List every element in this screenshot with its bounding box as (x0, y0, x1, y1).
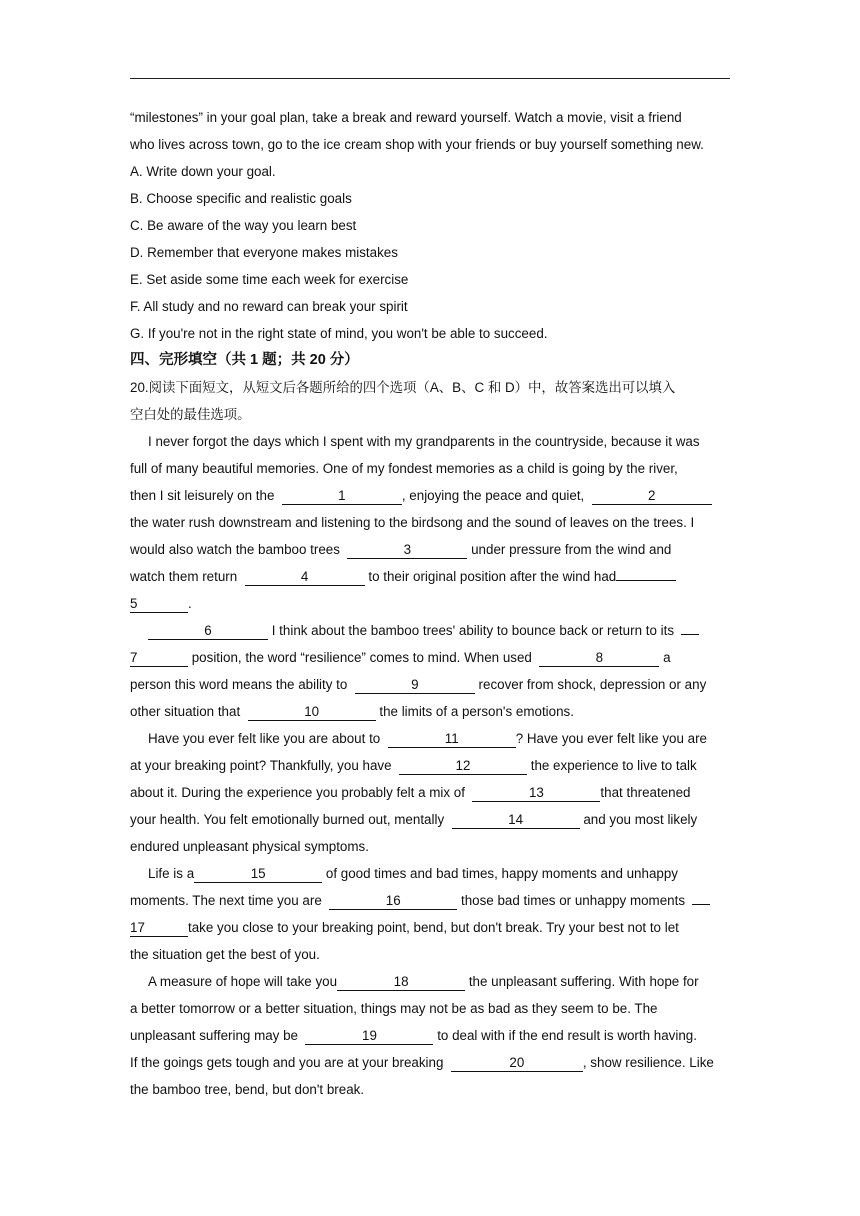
section-title: 四、完形填空（共 1 题；共 20 分） (130, 352, 359, 368)
passage-text: recover from shock, depression or any (478, 677, 707, 692)
passage-line (130, 590, 730, 617)
option-a: A. Write down your goal. (130, 164, 276, 179)
passage-text: those bad times or unhappy moments (460, 893, 686, 908)
passage-line: I never forgot the days which I spent with my grandparents in the countryside, because it was (148, 434, 700, 449)
header-rule (130, 78, 730, 79)
passage-text: person this word means the ability to (130, 677, 348, 692)
passage-text: of good times and bad times, happy moments and unhappy (325, 866, 678, 881)
passage-text: position, the word “resilience” comes to mind. When used (191, 650, 532, 665)
passage-line: a better tomorrow or a better situation, things may not be as bad as they seem to be. The (130, 1001, 658, 1016)
passage-text: ? Have you ever felt like you are (515, 731, 707, 746)
passage-line: the water rush downstream and listening to the birdsong and the sound of leaves on the trees. I (130, 515, 695, 530)
blank-2[interactable]: 2 (592, 488, 712, 505)
blank-14[interactable]: 14 (452, 812, 580, 829)
passage-line (130, 860, 730, 887)
blank-4[interactable]: 4 (245, 569, 365, 586)
passage-text: moments. The next time you are (130, 893, 322, 908)
passage-line (130, 725, 730, 752)
blank-13[interactable]: 13 (472, 785, 600, 802)
passage-line (130, 752, 730, 779)
passage-line (130, 698, 730, 725)
passage-line (130, 536, 730, 563)
passage-text: at your breaking point? Thankfully, you have (130, 758, 392, 773)
passage-text: watch them return (130, 569, 238, 584)
blank-7[interactable]: 7 (130, 650, 188, 667)
passage-text: I think about the bamboo trees' ability to bounce back or return to its (271, 623, 675, 638)
passage-line: the situation get the best of you. (130, 947, 320, 962)
passage-line (130, 968, 730, 995)
passage-text: to their original position after the wind had (368, 569, 617, 584)
blank-8[interactable]: 8 (539, 650, 659, 667)
passage-text: to deal with if the end result is worth having. (437, 1028, 697, 1043)
passage-line (130, 1049, 730, 1076)
passage-text: about it. During the experience you probably felt a mix of (130, 785, 465, 800)
passage-text: would also watch the bamboo trees (130, 542, 340, 557)
blank-7-start[interactable] (681, 618, 699, 635)
page-content (130, 104, 730, 1103)
passage-text: Life is a (148, 866, 195, 881)
passage-text: the unpleasant suffering. With hope for (468, 974, 699, 989)
passage-line (130, 644, 730, 671)
blank-17[interactable]: 17 (130, 920, 188, 937)
blank-3[interactable]: 3 (347, 542, 467, 559)
passage-line (130, 563, 730, 590)
question-instruction: 20.阅读下面短文，从短文后各题所给的四个选项（A、B、C 和 D）中，故答案选出可以填入 (130, 380, 676, 395)
passage-text: . (188, 596, 192, 611)
blank-19[interactable]: 19 (305, 1028, 433, 1045)
passage-line: endured unpleasant physical symptoms. (130, 839, 369, 854)
passage-text: and you most likely (583, 812, 698, 827)
passage-text: , enjoying the peace and quiet, (401, 488, 585, 503)
passage-line (130, 887, 730, 914)
passage-text: under pressure from the wind and (471, 542, 672, 557)
passage-line (130, 914, 730, 941)
prev-passage-line: “milestones” in your goal plan, take a break and reward yourself. Watch a movie, visit a friend (130, 110, 682, 125)
passage-text: A measure of hope will take you (148, 974, 338, 989)
passage-line (130, 617, 730, 644)
option-d: D. Remember that everyone makes mistakes (130, 245, 398, 260)
option-e: E. Set aside some time each week for exercise (130, 272, 409, 287)
passage-text: , show resilience. Like (582, 1055, 714, 1070)
passage-text: then I sit leisurely on the (130, 488, 275, 503)
blank-11[interactable]: 11 (388, 731, 516, 748)
blank-5-start[interactable] (616, 564, 676, 581)
question-instruction: 空白处的最佳选项。 (130, 407, 251, 422)
passage-text: unpleasant suffering may be (130, 1028, 298, 1043)
blank-6[interactable]: 6 (148, 623, 268, 640)
passage-text: If the goings gets tough and you are at your breaking (130, 1055, 444, 1070)
blank-5[interactable]: 5 (130, 596, 188, 613)
blank-12[interactable]: 12 (399, 758, 527, 775)
blank-10[interactable]: 10 (248, 704, 376, 721)
blank-15[interactable]: 15 (194, 866, 322, 883)
passage-text: Have you ever felt like you are about to (148, 731, 381, 746)
passage-text: the experience to live to talk (530, 758, 697, 773)
passage-line (130, 779, 730, 806)
blank-1[interactable]: 1 (282, 488, 402, 505)
option-g: G. If you're not in the right state of mind, you won't be able to succeed. (130, 326, 548, 341)
blank-9[interactable]: 9 (355, 677, 475, 694)
blank-20[interactable]: 20 (451, 1055, 583, 1072)
option-c: C. Be aware of the way you learn best (130, 218, 357, 233)
passage-line (130, 806, 730, 833)
passage-text: the limits of a person's emotions. (379, 704, 574, 719)
option-f: F. All study and no reward can break your spirit (130, 299, 408, 314)
option-b: B. Choose specific and realistic goals (130, 191, 352, 206)
blank-17-start[interactable] (692, 888, 710, 905)
passage-text: that threatened (600, 785, 691, 800)
passage-line: full of many beautiful memories. One of my fondest memories as a child is going by the river, (130, 461, 678, 476)
prev-passage-line: who lives across town, go to the ice cream shop with your friends or buy yourself something new. (130, 137, 704, 152)
blank-16[interactable]: 16 (329, 893, 457, 910)
blank-18[interactable]: 18 (337, 974, 465, 991)
passage-text: other situation that (130, 704, 241, 719)
passage-line (130, 1022, 730, 1049)
passage-line (130, 482, 730, 509)
passage-line (130, 671, 730, 698)
passage-text: a (663, 650, 671, 665)
passage-line: the bamboo tree, bend, but don't break. (130, 1082, 365, 1097)
passage-text: take you close to your breaking point, bend, but don't break. Try your best not to let (188, 920, 679, 935)
passage-text: your health. You felt emotionally burned out, mentally (130, 812, 445, 827)
